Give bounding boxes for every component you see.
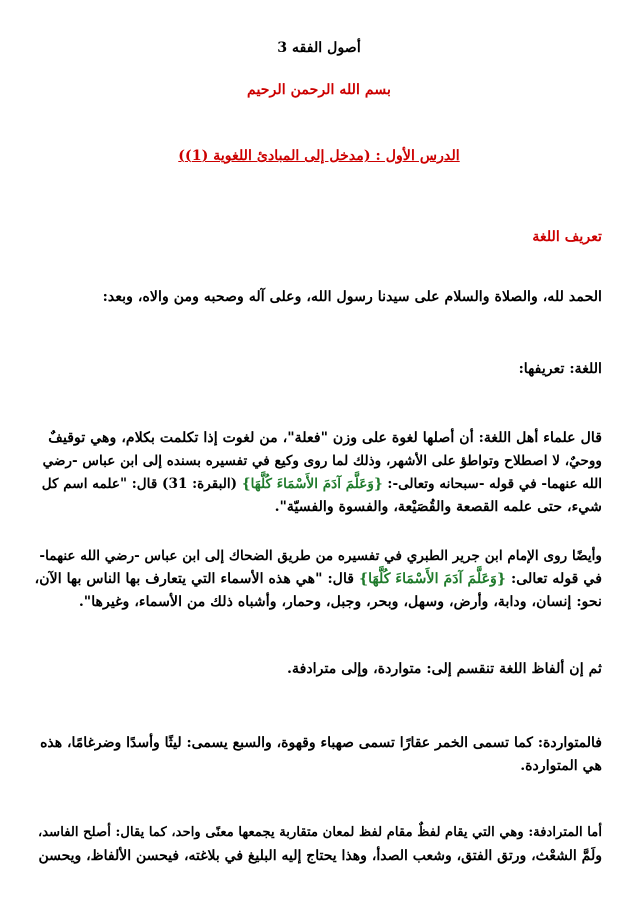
section-heading: تعريف اللغة xyxy=(532,229,602,245)
paragraph-1-line-1: قال علماء أهل اللغة: أن أصلها لغوة على وزن "فعلة"، من لغوت إذا تكلمت بكلام، وهي توقيفٌ xyxy=(48,430,602,446)
paragraph-3: ثم إن ألفاظ اللغة تنقسم إلى: متواردة، وإلى مترادفة. xyxy=(287,661,602,677)
paragraph-1-line-3 xyxy=(36,474,602,494)
paragraph-4-line-2: هي المتواردة. xyxy=(520,758,602,774)
lesson-title-text: الدرس الأول : (مدخل إلى المبادئ اللغوية (1) xyxy=(184,148,460,164)
quran-verse-1: {وَعَلَّمَ آدَمَ الأَسْمَاءَ كُلَّهَا} xyxy=(241,476,383,492)
paragraph-2-line-2-text-b: قال: "هي هذه الأسماء التي يتعارف بها الناس بها الآن، xyxy=(34,571,360,587)
basmala: بسم الله الرحمن الرحيم xyxy=(247,82,391,98)
quran-verse-2: {وَعَلَّمَ آدَمَ الأَسْمَاءَ كُلَّهَا} xyxy=(359,571,507,587)
definition-heading: اللغة: تعريفها: xyxy=(518,361,602,377)
paragraph-1-line-3-text-b: (البقرة: 31) قال: "علمه اسم كل xyxy=(41,476,242,492)
paragraph-2-line-1: وأيضًا روى الإمام ابن جرير الطبري في تفسيره من طريق الضحاك إلى ابن عباس -رضي الله عنهما- xyxy=(39,548,602,564)
paragraph-1-line-3-text-a: الله عنهما- في قوله -سبحانه وتعالى-: xyxy=(382,476,602,492)
paragraph-2-line-2 xyxy=(36,569,602,589)
paragraph-2-line-2-text-a: في قوله تعالى: xyxy=(506,571,602,587)
lesson-title xyxy=(36,146,602,166)
opening-line: الحمد لله، والصلاة والسلام على سيدنا رسول الله، وعلى آله وصحبه ومن والاه، وبعد: xyxy=(102,289,602,305)
course-title: أصول الفقه 3 xyxy=(277,40,361,56)
paragraph-4-line-1: فالمتواردة: كما تسمى الخمر عقارًا تسمى صهباء وقهوة، والسبع يسمى: ليثًا وأسدًا وضرغامًا، هذه xyxy=(40,735,602,751)
paragraph-5-line-1: أما المترادفة: وهي التي يقام لفظٌ مقام لفظ لمعان متقاربة يجمعها معنًى واحد، كما يقال: أصلح الفاسد، xyxy=(37,825,602,840)
paragraph-2-line-3: نحو: إنسان، ودابة، وأرض، وسهل، وبحر، وجبل، وحمار، وأشباه ذلك من الأسماء، وغيرها". xyxy=(78,594,602,610)
paragraph-1-line-4: شيء، حتى علمه القصعة والقُصَيْعة، والفسوة والفسيّة". xyxy=(274,499,602,515)
paragraph-5-line-2: ولَمَّ الشعْث، ورتق الفتق، وشعب الصدأ، وهذا يحتاج إليه البليغ في بلاغته، فيحسن الألفاظ، ويحسن xyxy=(38,848,602,864)
lesson-title-paren: ) xyxy=(178,148,185,164)
paragraph-1-line-2: ووحيٌ، لا اصطلاح وتواطؤ على الأشهر، وذلك لما روى وكيع في تفسيره بسنده إلى ابن عباس -رضي xyxy=(42,453,602,469)
